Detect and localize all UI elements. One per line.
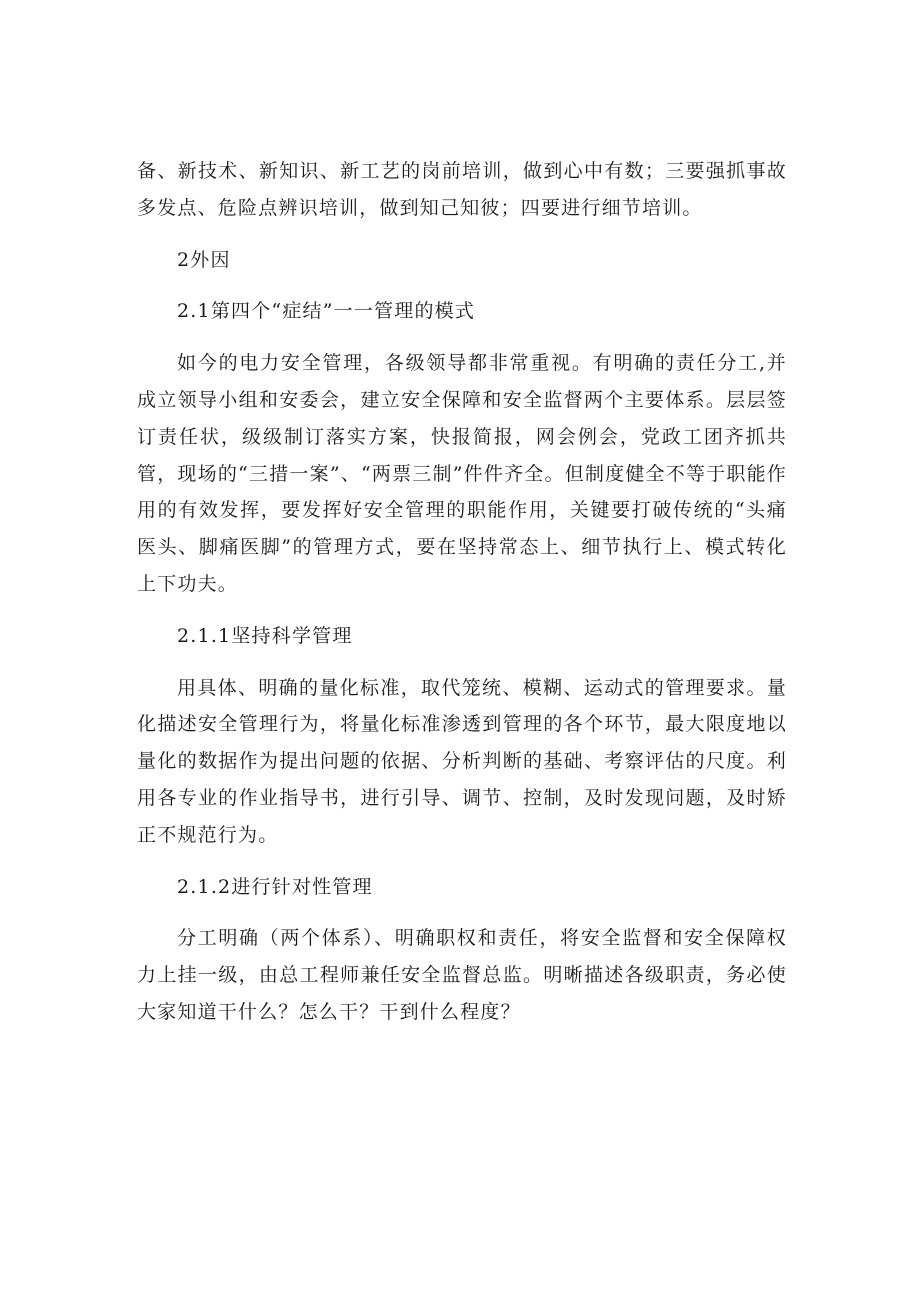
section-heading-external-causes: 2外因 <box>177 248 231 271</box>
subsection-heading-scientific-management: 2.1.1坚持科学管理 <box>177 624 353 647</box>
subsection-heading-management-mode: 2.1第四个“症结”一一管理的模式 <box>177 300 476 323</box>
paragraph-quantified-standards: 用具体、明确的量化标准，取代笼统、模糊、运动式的管理要求。量化描述安全管理行为，将量化标准渗透到管理的各个环节，最大限度地以量化的数据作为提出问题的依据、分析判断的基础、考察评估的尺度。利用各专业的作业指导书，进行引导、调节、控制，及时发现问题，及时矫正不规范行为。 <box>137 676 787 846</box>
paragraph-training-continued: 备、新技术、新知识、新工艺的岗前培训，做到心中有数；三要强抓事故多发点、危险点辨识培训，做到知己知彼；四要进行细节培训。 <box>137 160 787 219</box>
paragraph-safety-management: 如今的电力安全管理，各级领导都非常重视。有明确的责任分工,并成立领导小组和安委会，建立安全保障和安全监督两个主要体系。层层签订责任状，级级制订落实方案，快报简报，网会例会，党政工团齐抓共管，现场的“三措一案”、“两票三制”件件齐全。但制度健全不等于职能作用的有效发挥，要发挥好安全管理的职能作用，关键要打破传统的“头痛医头、脚痛医脚”的管理方式，要在坚持常态上、细节执行上、模式转化上下功夫。 <box>137 352 787 595</box>
paragraph-clear-responsibilities: 分工明确（两个体系）、明确职权和责任，将安全监督和安全保障权力上挂一级，由总工程师兼任安全监督总监。明晰描述各级职责，务必使大家知道干什么？怎么干？干到什么程度？ <box>137 927 787 1023</box>
subsection-heading-targeted-management: 2.1.2进行针对性管理 <box>177 875 373 898</box>
document-body <box>137 153 787 1031</box>
